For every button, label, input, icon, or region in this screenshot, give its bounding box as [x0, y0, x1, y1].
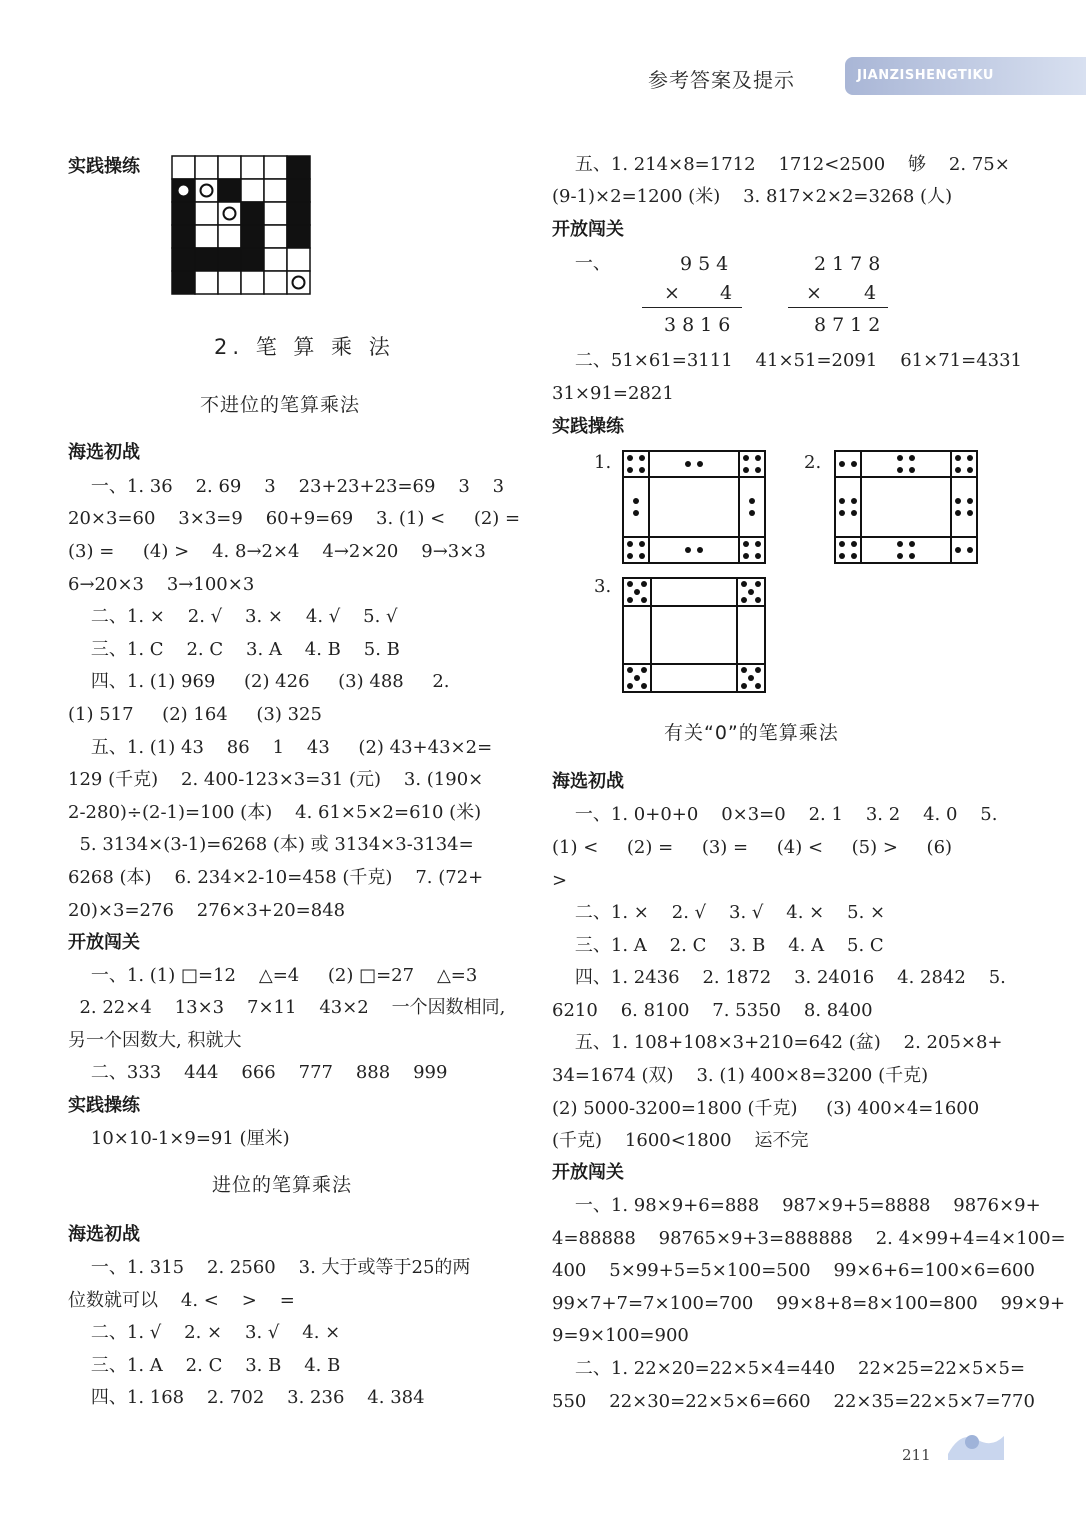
- mult-op: ×: [806, 282, 828, 304]
- block-label: 开放闯关: [552, 219, 624, 240]
- block-label: 实践操练: [68, 1095, 140, 1116]
- dot-frame-figure-2: [834, 450, 978, 564]
- dot-frame-figure-3: [622, 577, 766, 693]
- answer-line: 34=1674 (双) 3. (1) 400×8=3200 (千克): [552, 1065, 929, 1086]
- mult-multiplier: 4: [864, 282, 883, 304]
- page-number: 211: [902, 1446, 931, 1464]
- answer-line: 五、1. 214×8=1712 1712<2500 够 2. 75×: [552, 154, 1010, 175]
- section-title: 2. 笔 算 乘 法: [214, 335, 395, 359]
- answer-line: 二、1. × 2. √ 3. × 4. √ 5. √: [68, 606, 398, 627]
- block-label: 开放闯关: [68, 932, 140, 953]
- answer-line: 20)×3=276 276×3+20=848: [68, 900, 346, 921]
- answer-line: 三、1. A 2. C 3. B 4. A 5. C: [552, 935, 884, 956]
- answer-line: 6210 6. 8100 7. 5350 8. 8400: [552, 1000, 873, 1021]
- answer-line: 二、1. 22×20=22×5×4=440 22×25=22×5×5=: [552, 1358, 1026, 1379]
- answer-line: 另一个因数大, 积就大: [68, 1030, 242, 1051]
- answer-line: 四、1. 168 2. 702 3. 236 4. 384: [68, 1387, 425, 1408]
- answer-line: 位数就可以 4. < > =: [68, 1290, 295, 1311]
- answer-line: 9=9×100=900: [552, 1325, 689, 1346]
- answer-line: (1) < (2) = (3) = (4) < (5) > (6): [552, 837, 953, 858]
- figure-label: 1.: [594, 452, 612, 473]
- vertical-mult-prefix: 一、: [552, 253, 611, 274]
- answer-line: 2-280)÷(2-1)=100 (本) 4. 61×5×2=610 (米): [68, 802, 482, 823]
- mascot-wave-icon: [946, 1426, 1006, 1460]
- answer-line: 20×3=60 3×3=9 60+9=69 3. (1) < (2) =: [68, 508, 521, 529]
- answer-line: 6268 (本) 6. 234×2-10=458 (千克) 7. (72+: [68, 867, 484, 888]
- answer-line: 五、1. (1) 43 86 1 43 (2) 43+43×2=: [68, 737, 493, 758]
- answer-line: 550 22×30=22×5×6=660 22×35=22×5×7=770: [552, 1391, 1035, 1412]
- answer-line: (9-1)×2=1200 (米) 3. 817×2×2=3268 (人): [552, 186, 953, 207]
- mult-result: 3816: [664, 314, 737, 336]
- mult-multiplier: 4: [720, 282, 739, 304]
- mult-op: ×: [664, 282, 686, 304]
- figure-label: 2.: [804, 452, 822, 473]
- answer-line: 400 5×99+5=5×100=500 99×6+6=100×6=600: [552, 1260, 1035, 1281]
- running-header-title: 参考答案及提示: [648, 68, 795, 92]
- subsection-title: 不进位的笔算乘法: [200, 394, 361, 416]
- answer-line: 三、1. A 2. C 3. B 4. B: [68, 1355, 341, 1376]
- block-label: 海选初战: [68, 442, 140, 463]
- answer-line: 一、1. 0+0+0 0×3=0 2. 1 3. 2 4. 0 5.: [552, 804, 998, 825]
- block-label: 海选初战: [68, 1224, 140, 1245]
- answer-line: 6→20×3 3→100×3: [68, 574, 255, 595]
- block-label: 实践操练: [552, 416, 624, 437]
- answer-line: (千克) 1600<1800 运不完: [552, 1130, 809, 1151]
- answer-line: (2) 5000-3200=1800 (千克) (3) 400×4=1600: [552, 1098, 980, 1119]
- answer-line: 三、1. C 2. C 3. A 4. B 5. B: [68, 639, 400, 660]
- header-tab: JIANZISHENGTIKU: [845, 57, 1086, 95]
- answer-line: 5. 3134×(3-1)=6268 (本) 或 3134×3-3134=: [68, 834, 474, 855]
- answer-line: 二、333 444 666 777 888 999: [68, 1062, 448, 1083]
- answer-line: >: [552, 870, 568, 891]
- answer-line: 四、1. 2436 2. 1872 3. 24016 4. 2842 5.: [552, 967, 1006, 988]
- answer-line: 四、1. (1) 969 (2) 426 (3) 488 2.: [68, 671, 450, 692]
- answer-line: 五、1. 108+108×3+210=642 (盆) 2. 205×8+: [552, 1032, 1003, 1053]
- mult-line: [788, 307, 888, 308]
- mult-line: [642, 307, 742, 308]
- answer-line: 129 (千克) 2. 400-123×3=31 (元) 3. (190×: [68, 769, 484, 790]
- answer-line: 二、51×61=3111 41×51=2091 61×71=4331: [552, 350, 1023, 371]
- answer-line: 99×7+7=7×100=700 99×8+8=8×100=800 99×9+: [552, 1293, 1066, 1314]
- subsection-title: 有关“0”的笔算乘法: [664, 722, 839, 744]
- mult-result: 8712: [814, 314, 887, 336]
- answer-line: 二、1. √ 2. × 3. √ 4. ×: [68, 1322, 341, 1343]
- answer-line: 一、1. 315 2. 2560 3. 大于或等于25的两: [68, 1257, 471, 1278]
- answer-line: 31×91=2821: [552, 383, 674, 404]
- answer-line: 4=88888 98765×9+3=888888 2. 4×99+4=4×100=: [552, 1228, 1066, 1249]
- subsection-title: 进位的笔算乘法: [212, 1174, 353, 1196]
- answer-line: 二、1. × 2. √ 3. √ 4. × 5. ×: [552, 902, 886, 923]
- figure-label: 3.: [594, 576, 612, 597]
- practice-label: 实践操练: [68, 156, 140, 177]
- answer-line: (3) = (4) > 4. 8→2×4 4→2×20 9→3×3: [68, 541, 486, 562]
- block-label: 开放闯关: [552, 1162, 624, 1183]
- grid-puzzle-figure: [172, 156, 312, 298]
- mult-top: 2178: [814, 253, 887, 275]
- answer-line: 2. 22×4 13×3 7×11 43×2 一个因数相同,: [68, 997, 506, 1018]
- answer-line: 一、1. 98×9+6=888 987×9+5=8888 9876×9+: [552, 1195, 1041, 1216]
- answer-line: 10×10-1×9=91 (厘米): [68, 1128, 290, 1149]
- answer-line: (1) 517 (2) 164 (3) 325: [68, 704, 322, 725]
- answer-line: 一、1. 36 2. 69 3 23+23+23=69 3 3: [68, 476, 505, 497]
- dot-frame-figure-1: [622, 450, 766, 564]
- mult-top: 954: [680, 253, 735, 275]
- answer-line: 一、1. (1) □=12 △=4 (2) □=27 △=3: [68, 965, 478, 986]
- block-label: 海选初战: [552, 771, 624, 792]
